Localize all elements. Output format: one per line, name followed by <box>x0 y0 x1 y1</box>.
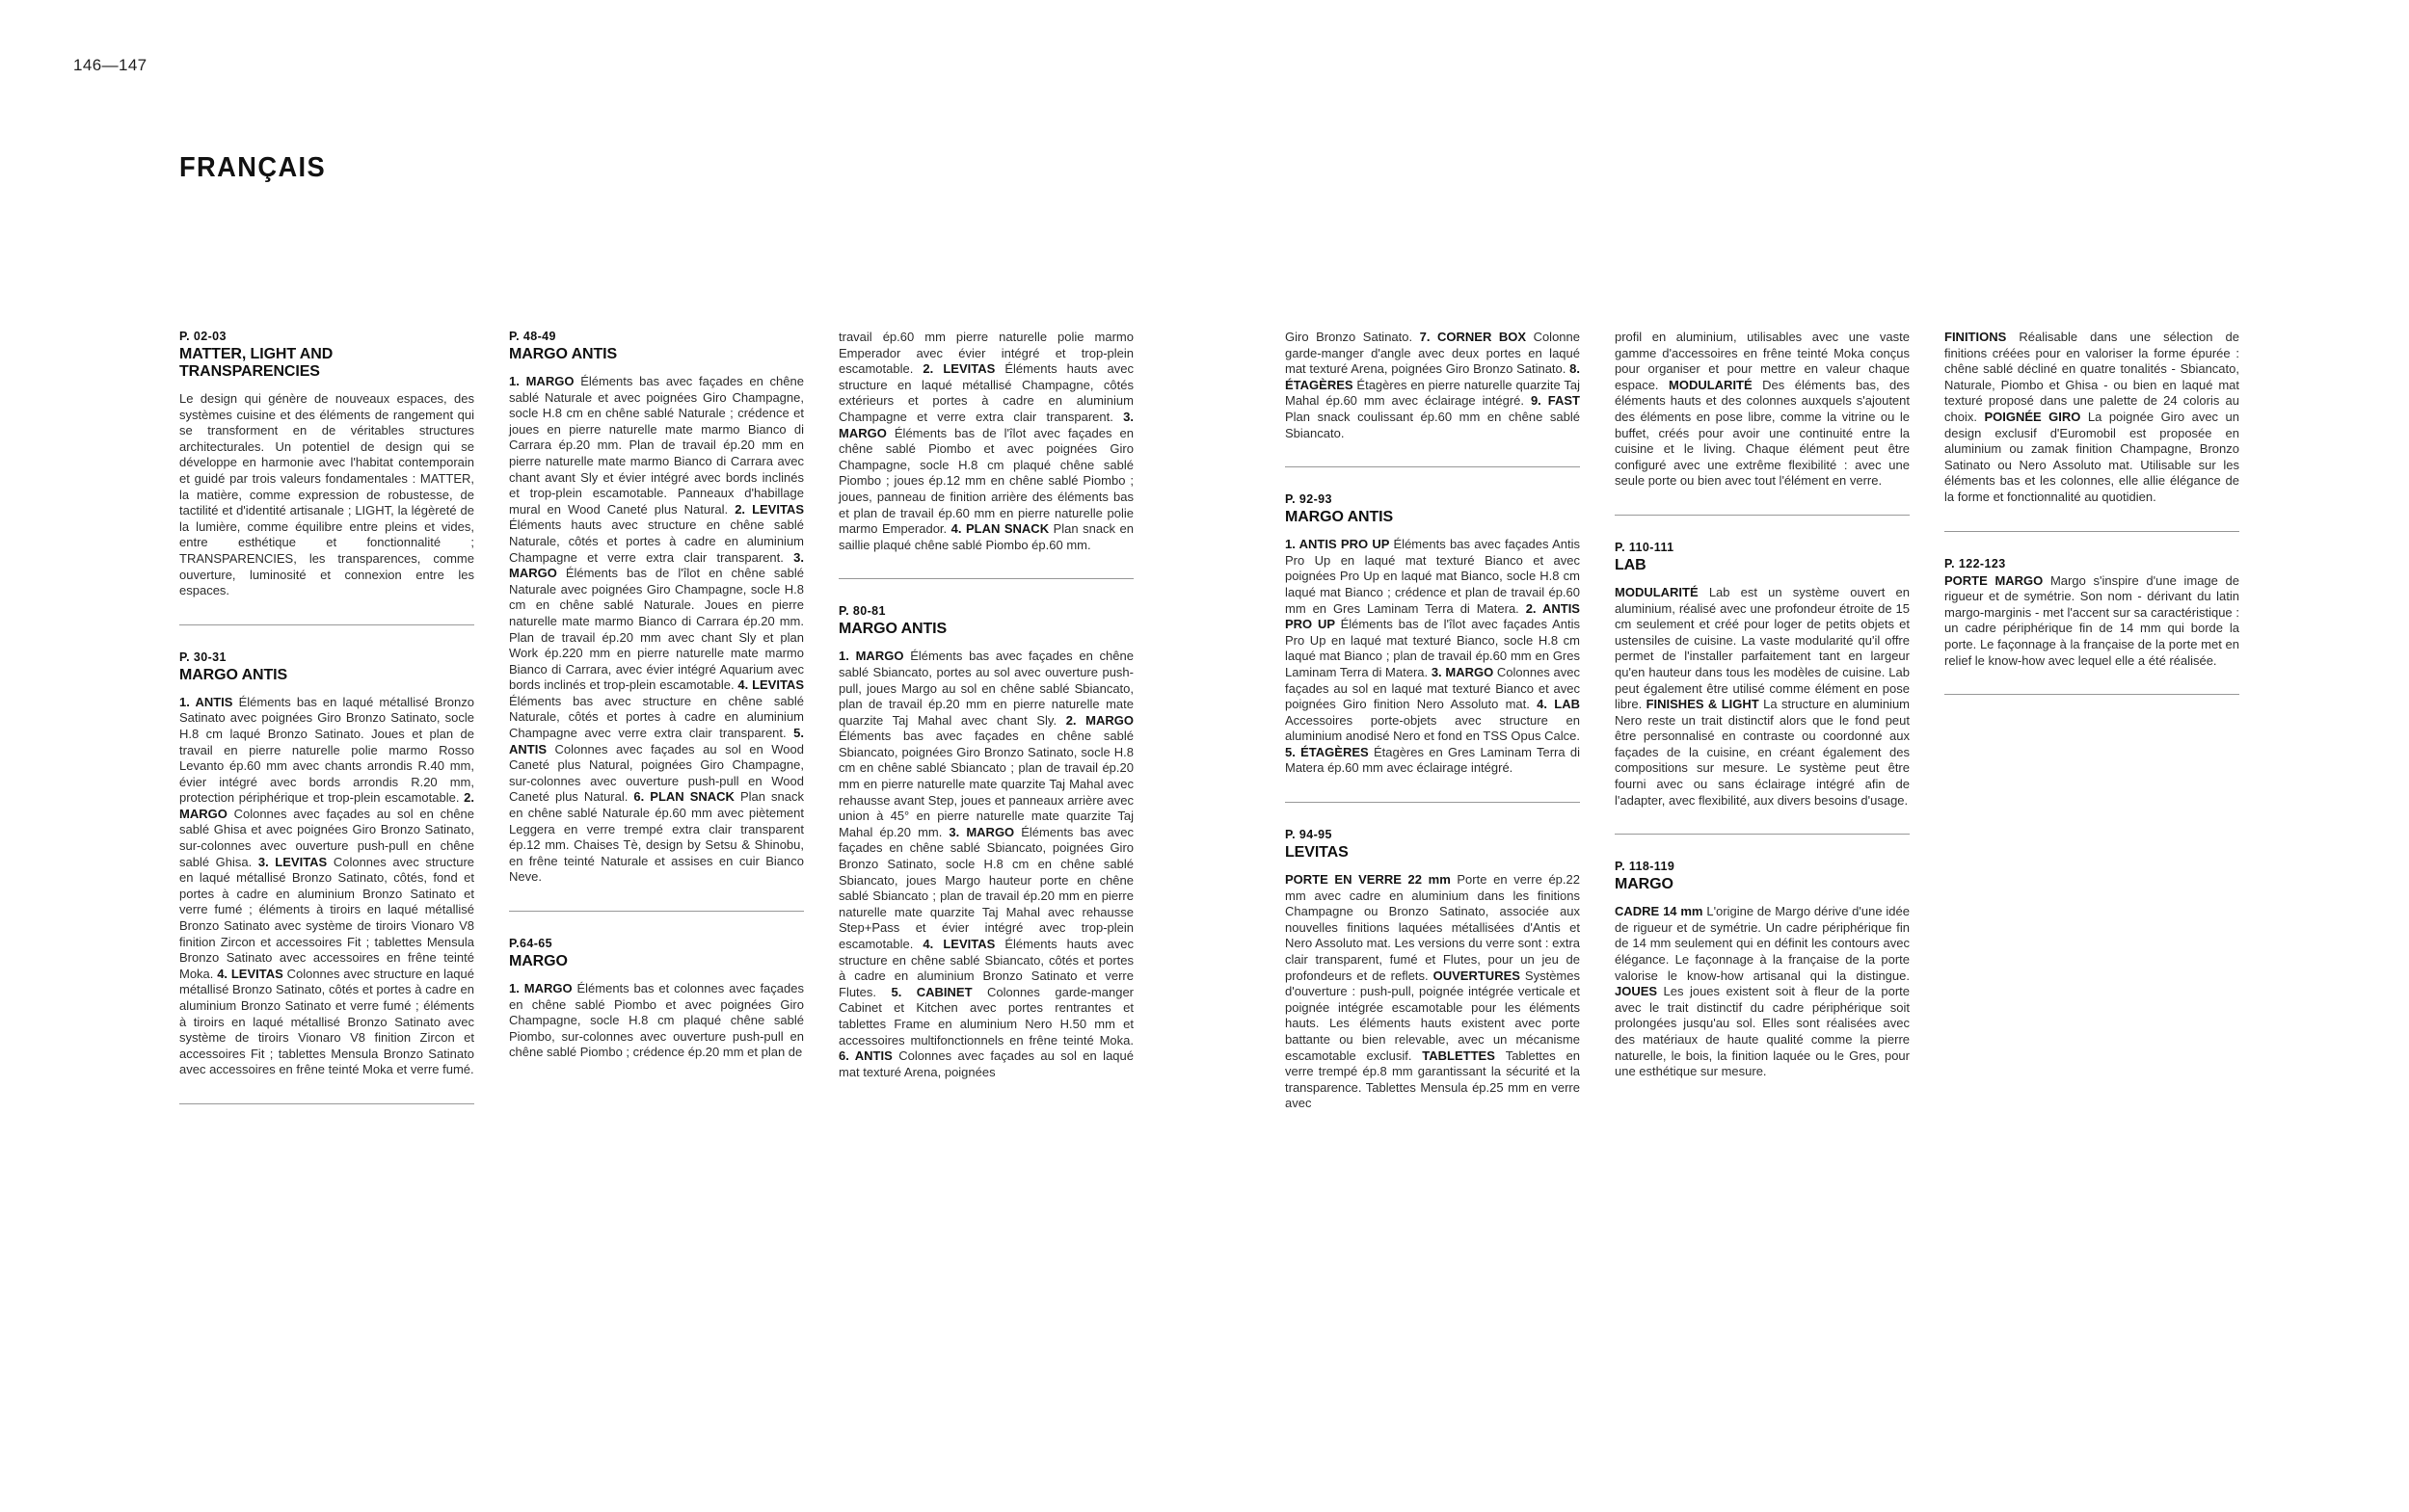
body-paragraph <box>1944 330 2239 506</box>
column-2 <box>509 330 804 1061</box>
page-ref: P. 48-49 <box>509 330 556 343</box>
column-3 <box>839 330 1134 1080</box>
section-title: MARGO ANTIS <box>1285 509 1394 526</box>
section-title: MARGO <box>509 953 568 969</box>
section-continuation <box>1944 330 2239 506</box>
page-ref: P. 02-03 <box>179 330 227 343</box>
bold-keyword: 3. MARGO <box>839 409 1134 440</box>
bold-keyword: PORTE EN VERRE 22 mm <box>1285 872 1458 888</box>
body-paragraph <box>1285 872 1580 1112</box>
text-run: Lab est un système ouvert en aluminium, réalisé avec une profondeur étroite de 15 cm seulement et créé pour loger de petits objets et ustensiles de cuisine. La vaste modularité qu'il offre permet de l'installer parfaitement tant en largeur qu'en hauteur dans tous les modèles de cuisine. Lab peut également être utilisé comme élément en pose libre. <box>1615 584 1910 712</box>
bold-keyword: POIGNÉE GIRO <box>1984 409 2088 424</box>
bold-keyword: MODULARITÉ <box>1615 584 1709 599</box>
text-run: profil en aluminium, utilisables avec une vaste gamme d'accessoires en frêne teinté Moka conçus pour organiser et pour mettre en valeur chaque espace. <box>1615 330 1910 392</box>
language-heading: FRANÇAIS <box>179 152 327 183</box>
section-continuation <box>1615 330 1910 490</box>
text-run: L'origine de Margo dérive d'une idée de rigueur et de symétrie. Un cadre périphérique fin de 14 mm seulement qui en définit les contours avec élégance. Le façonnage à la française de la porte valorise le know-how artisanal qui la distingue. <box>1615 904 1910 983</box>
bold-keyword: 4. LEVITAS <box>923 937 1005 951</box>
bold-keyword: 9. FAST <box>1530 393 1580 409</box>
section-title: LAB <box>1615 556 1646 573</box>
text-run: Éléments bas et colonnes avec façades en chêne sablé Piombo et avec poignées Giro Champagne, socle H.8 cm plaqué chêne sablé Piombo, sur-colonnes avec ouverture push-pull en chêne sablé Piombo ; crédence ép.20 mm et plan de <box>509 981 804 1060</box>
section-title: MARGO ANTIS <box>509 346 618 362</box>
bold-keyword: 4. PLAN SNACK <box>950 521 1054 537</box>
text-run: Plan snack en chêne sablé Naturale ép.60 mm avec piètement Leggera en verre trempé extra clair transparent ép.12 mm. Chaises Tè, design by Setsu & Shinobu, en frêne teinté Naturale et assises en cuir Bianco Neve. <box>509 789 805 885</box>
body-paragraph <box>1615 330 1910 490</box>
bold-keyword: 2. MARGO <box>1065 712 1134 728</box>
page-ref: P. 92-93 <box>1285 492 1332 507</box>
bold-keyword: 2. LEVITAS <box>923 361 1005 377</box>
page-ref: P.64-65 <box>509 937 552 950</box>
section-divider <box>1615 515 1910 516</box>
section-continuation <box>839 330 1134 553</box>
section <box>179 330 474 599</box>
section <box>509 937 804 1061</box>
bold-keyword: 2. LEVITAS <box>735 501 804 517</box>
text-run: Systèmes d'ouverture : push-pull, poignée intégrée verticale et poignée intégrée escamotable pour les éléments hauts. Les éléments hauts existent avec porte battante ou bien relevable, avec un mécanisme escamotable exclusif. <box>1285 968 1580 1063</box>
section-divider <box>179 624 474 625</box>
body-paragraph <box>1285 330 1580 441</box>
text-run: travail ép.60 mm pierre naturelle polie marmo Emperador avec évier intégré et trop-plein escamotable. <box>839 330 1134 377</box>
section-title: MARGO ANTIS <box>839 621 948 638</box>
text-run: Des éléments bas, des éléments hauts et des colonnes auxquels s'ajoutent des éléments en pose libre, comme la vitrine ou le buffet, créés pour avoir une continuité entre la cuisine et le living. Chaque élément peut être configuré avec une extrême flexibilité : avec une seule porte ou bien avec tout l'élément en verre. <box>1615 377 1910 489</box>
bold-keyword: MODULARITÉ <box>1669 377 1763 392</box>
bold-keyword: 5. ÉTAGÈRES <box>1285 744 1374 759</box>
text-run: Étagères en pierre naturelle quarzite Taj Mahal ép.60 mm avec éclairage intégré. <box>1285 377 1580 409</box>
page-ref: P. 110-111 <box>1615 540 1674 554</box>
text-run: Éléments hauts avec structure en chêne sablé Sbiancato, côtés et portes à cadre en aluminium Bronzo Satinato et verre Flutes. <box>839 937 1135 999</box>
section-divider <box>839 578 1134 579</box>
section-divider <box>1285 802 1580 803</box>
column-4 <box>1285 330 1580 1112</box>
bold-keyword: 3. MARGO <box>1431 664 1497 679</box>
bold-keyword: 6. ANTIS <box>839 1048 899 1064</box>
column-6 <box>1944 330 2239 720</box>
bold-keyword: 3. MARGO <box>949 824 1022 839</box>
text-run: Éléments bas de l'îlot en chêne sablé Naturale avec poignées Giro Champagne, socle H.8 cm en chêne sablé Naturale. Joues en pierre naturelle mate marmo Bianco di Carrara ép.20 mm. Plan de travail ép.20 mm avec chant Sly et plan Work ép.220 mm en pierre naturelle mate marmo Bianco di Carrara, avec évier intégré Aquarium avec bords inclinés et trop-plein escamotable. <box>509 566 804 693</box>
bold-keyword: CADRE 14 mm <box>1615 904 1707 919</box>
bold-keyword: 4. LEVITAS <box>217 966 287 981</box>
text-run: Plan snack coulissant ép.60 mm en chêne sablé Sbiancato. <box>1285 409 1580 440</box>
text-run: Colonne garde-manger d'angle avec deux portes en laqué mat texturé Arena, poignées Giro Bronzo Satinato. <box>1285 330 1580 377</box>
bold-keyword: OUVERTURES <box>1432 968 1525 983</box>
text-run: La structure en aluminium Nero reste un trait distinctif alors que le fond peut être personnalisé en contraste ou coordonné aux façades de la cuisine, en créant également des compositions sur mesure. Le système peut être fourni avec ou sans éclairage intégré afin de l'adapter, avec flexibilité, aux divers besoins d'usage. <box>1615 697 1911 808</box>
section <box>1285 828 1580 1112</box>
text-run: Éléments bas avec façades en chêne sablé Naturale et avec poignées Giro Champagne, socle H.8 cm en chêne sablé Naturale ; crédence et joues en pierre naturelle mate marmo Bianco di Carrara ép.20 mm. Plan de travail ép.20 mm en pierre naturelle mate marmo Bianco di Carrara avec chant avant Sly et évier intégré avec bords inclinés et trop-plein escamotable. Panneaux d'habillage mural en Wood Caneté plus Natural. <box>509 374 804 517</box>
body-paragraph <box>1944 573 2239 670</box>
body-paragraph <box>1615 585 1910 809</box>
bold-keyword: 2. MARGO <box>179 790 474 821</box>
bold-keyword: 8. ÉTAGÈRES <box>1285 361 1580 392</box>
bold-keyword: 1. MARGO <box>509 981 577 995</box>
section-title: MARGO <box>1615 876 1673 893</box>
text-run: Giro Bronzo Satinato. <box>1285 330 1420 344</box>
bold-keyword: 4. LEVITAS <box>737 677 804 693</box>
text-run: Colonnes avec façades au sol en chêne sablé Ghisa et avec poignées Giro Bronzo Satinato, sur-colonnes avec ouverture push-pull en chêne sablé Ghisa. <box>179 806 474 869</box>
body-paragraph <box>839 649 1134 1080</box>
text-run: Colonnes avec structure en laqué métallisé Bronzo Satinato, côtés, fond et portes à cadre en aluminium Bronzo Satinato et verre fumé ; éléments à tiroirs en laqué métallisé Bronzo Satinato avec système de tiroirs Vionaro V8 finition Zircon et accessoires Fit ; tablettes Mensula Bronzo Satinato avec accessoires en frêne teinté Moka. <box>179 854 475 981</box>
text-run: La poignée Giro avec un design exclusif d'Euromobil est proposée en aluminium ou zamak finition Champagne, Bronzo Satinato ou Nero Assoluto mat. Utilisable sur les éléments bas et les colonnes, elle allie élégance de la forme et fonctionnalité au quotidien. <box>1944 409 2240 504</box>
text-run: Plan snack en saillie plaqué chêne sablé Piombo ép.60 mm. <box>839 521 1134 552</box>
text-run: Éléments hauts avec structure en laqué métallisé Champagne, côtés extérieurs et portes à cadre en aluminium Champagne et verre extra clair transparent. <box>839 361 1135 424</box>
section-divider <box>1285 466 1580 467</box>
page-ref: P. 118-119 <box>1615 860 1675 874</box>
section <box>1944 557 2239 670</box>
section <box>839 604 1134 1080</box>
text-run: Margo s'inspire d'une image de rigueur et de symétrie. Son nom - dérivant du latin margo-marginis - met l'accent sur sa caractéristique : un cadre périphérique fin de 14 mm qui borde la porte. Le façonnage à la française de la porte met en relief le know-how avec lequel elle a été réalisée. <box>1944 572 2240 668</box>
section <box>1285 492 1580 777</box>
text-run: Porte en verre ép.22 mm avec cadre en aluminium dans les finitions Champagne ou Bronzo Satinato, associée aux nouvelles finitions laquées métallisées d'Antis et Nero Assoluto mat. Les versions du verre sont : extra clair transparent, fumé et Flutes, pour un jeu de profondeurs et de reflets. <box>1285 872 1580 983</box>
text-run: Éléments bas avec façades Antis Pro Up en laqué mat texturé Bianco et avec poignées Pro Up en laqué mat Bianco, socle H.8 cm laqué mat Bianco ; crédence et plan de travail ép.60 mm en Gres Laminam Terra di Matera. <box>1285 537 1580 616</box>
text-run: Le design qui génère de nouveaux espaces, des systèmes cuisine et des éléments de rangement qui se transforment en de véritables structures architecturales. Un potentiel de design qui se développe en harmonie avec l'habitat contemporain et guidé par trois valeurs fondamentales : MATTER, la matière, comme expression de robustesse, de tactilité et d'identité artisanale ; LIGHT, la légèreté de la lumière, comme équilibre entre pleins et vides, entre esthétique et fonctionnalité ; TRANSPARENCIES, les transparences, comme ouverture, luminosité et connexion entre les espaces. <box>179 391 474 598</box>
body-paragraph <box>839 330 1134 553</box>
body-paragraph <box>179 695 474 1078</box>
bold-keyword: 1. ANTIS PRO UP <box>1285 537 1394 552</box>
section <box>179 650 474 1078</box>
bold-keyword: FINISHES & LIGHT <box>1646 697 1764 712</box>
text-run: Réalisable dans une sélection de finitions créées pour en valoriser la forme épurée : chêne sablé décliné en quatre tonalités - Sbiancato, Naturale, Piombo et Ghisa - ou bien en laqué mat texturé proposé dans une palette de 24 coloris au choix. <box>1944 330 2239 424</box>
text-run: Éléments bas avec façades en chêne sablé Sbiancato, portes au sol avec ouverture push-pull, joues Margo au sol en chêne sablé Sbiancato, plan de travail ép.20 mm en pierre naturelle mate quarzite Taj Mahal avec chant Sly. <box>839 649 1134 728</box>
text-run: Les joues existent soit à fleur de la porte avec le trait distinctif du cadre périphérique soit prolongées jusqu'au sol. Elles sont réalisées avec des matériaux de haute qualité comme la pierre naturelle, le bois, la finition laquée ou le Gres, pour une esthétique sur mesure. <box>1615 984 1910 1079</box>
text-run: Colonnes avec façades au sol en Wood Caneté plus Natural, poignées Giro Champagne, sur-colonnes avec ouverture push-pull en Wood Caneté plus Natural. <box>509 741 804 805</box>
bold-keyword: 3. LEVITAS <box>257 854 334 869</box>
bold-keyword: PORTE MARGO <box>1944 572 2050 588</box>
section <box>1615 541 1910 809</box>
section-divider <box>1944 694 2239 695</box>
text-run: Colonnes avec structure en laqué métallisé Bronzo Satinato, côtés et portes à cadre en aluminium Bronzo Satinato et verre fumé ; éléments à tiroirs en laqué métallisé Bronzo Satinato avec système de tiroirs Vionaro V8 finition Zircon et accessoires Fit ; tablettes Mensula Bronzo Satinato avec accessoires en frêne teinté Moka et verre fumé. <box>179 966 474 1077</box>
text-run: Éléments bas avec façades en chêne sablé Sbiancato, poignées Giro Bronzo Satinato, socle H.8 cm en chêne sablé Sbiancato ; plan de travail ép.20 mm en pierre naturelle mate quarzite Taj Mahal avec rehausse avant Step, joues et panneaux arrière avec union à 45° en pierre naturelle mate quarzite Taj Mahal ép.20 mm. <box>839 729 1134 839</box>
section-title: MATTER, LIGHT AND TRANSPARENCIES <box>179 346 334 380</box>
bold-keyword: 7. CORNER BOX <box>1419 330 1534 344</box>
bold-keyword: JOUES <box>1615 984 1664 999</box>
text-run: Accessoires porte-objets avec structure en aluminium anodisé Nero et fond en TSS Opus Calce. <box>1285 712 1580 744</box>
text-run: Colonnes garde-manger Cabinet et Kitchen avec portes rentrantes et tablettes Frame en aluminium Nero H.50 mm et accessoires multifonctionnels en frêne teinté Moka. <box>839 984 1135 1048</box>
section <box>509 330 804 886</box>
text-run: Éléments bas de l'îlot avec façades Antis Pro Up en laqué mat texturé Bianco, socle H.8 cm laqué mat Bianco ; plan de travail ép.60 mm en Gres Laminam Terra di Matera. <box>1285 617 1580 679</box>
body-paragraph <box>509 981 804 1061</box>
bold-keyword: 5. CABINET <box>891 984 987 999</box>
section-title: MARGO ANTIS <box>179 666 288 683</box>
section-divider <box>1944 531 2239 532</box>
page-ref: P. 94-95 <box>1285 828 1332 842</box>
body-paragraph <box>1285 537 1580 777</box>
text-run: Colonnes avec façades au sol en laqué mat texturé Arena, poignées <box>839 1048 1134 1079</box>
bold-keyword: 1. MARGO <box>509 374 581 388</box>
page-ref: P. 30-31 <box>179 650 227 664</box>
bold-keyword: TABLETTES <box>1422 1048 1506 1063</box>
section-divider <box>179 1103 474 1104</box>
page-ref: P. 80-81 <box>839 604 886 619</box>
column-1 <box>179 330 474 1129</box>
section-divider <box>509 911 804 912</box>
spread-page-number: 146—147 <box>73 56 147 74</box>
bold-keyword: 4. LAB <box>1537 697 1581 712</box>
text-run: Éléments bas de l'îlot avec façades en chêne sablé Piombo et avec poignées Giro Champagne, socle H.8 cm plaqué chêne sablé Piombo ; joues ép.12 mm en chêne sablé Piombo ; joues, panneau de finition arrière des éléments bas et plan de travail ép.60 mm en pierre naturelle polie marmo Emperador. <box>839 425 1134 537</box>
bold-keyword: 5. ANTIS <box>509 726 804 756</box>
column-5 <box>1615 330 1910 1080</box>
bold-keyword: 1. ANTIS <box>179 694 239 709</box>
section-divider <box>1615 834 1910 835</box>
section-title: LEVITAS <box>1285 844 1349 862</box>
text-run: Étagères en Gres Laminam Terra di Matera ép.60 mm avec éclairage intégré. <box>1285 744 1580 776</box>
section-continuation <box>1285 330 1580 441</box>
page-ref: P. 122-123 <box>1944 556 2006 570</box>
bold-keyword: 2. ANTIS PRO UP <box>1285 600 1580 632</box>
text-run: Éléments bas avec structure en chêne sablé Naturale, côtés et portes à cadre en aluminium Champagne avec verre extra clair transparent. <box>509 693 804 741</box>
text-run: Colonnes avec façades au sol en laqué mat texturé Bianco et avec poignées Giro finition Nero Assoluto mat. <box>1285 664 1580 712</box>
text-run: Éléments hauts avec structure en chêne sablé Naturale, côtés et portes à cadre en aluminium Champagne et verre extra clair transparent. <box>509 517 804 565</box>
text-run: Éléments bas avec façades en chêne sablé Sbiancato, poignées Giro Bronzo Satinato, socle H.8 cm en chêne sablé Sbiancato, joues Margo hauteur porte en chêne sablé Sbiancato ; plan de travail ép.20 mm en pierre naturelle mate quarzite Taj Mahal avec rehausse Step+Pass et évier intégré avec trop-plein escamotable. <box>839 824 1134 951</box>
section <box>1615 860 1910 1080</box>
body-paragraph <box>509 374 804 886</box>
text-run: Tablettes en verre trempé ép.8 mm garantissant la sécurité et la transparence. Tablettes Mensula ép.25 mm en verre avec <box>1285 1048 1581 1111</box>
bold-keyword: FINITIONS <box>1944 330 2020 344</box>
text-run: Éléments bas en laqué métallisé Bronzo Satinato avec poignées Giro Bronzo Satinato, socle H.8 cm laqué Bronzo Satinato. Joues et plan de travail en pierre naturelle polie marmo Rosso Levanto ép.60 mm avec chants arrondis R.40 mm, évier intégré avec bords arrondis R.20 mm, protection périphérique et trop-plein escamotable. <box>179 694 474 806</box>
bold-keyword: 3. MARGO <box>509 549 804 581</box>
bold-keyword: 6. PLAN SNACK <box>633 789 740 805</box>
body-paragraph <box>1615 904 1910 1080</box>
body-paragraph <box>179 391 474 599</box>
bold-keyword: 1. MARGO <box>839 649 911 664</box>
